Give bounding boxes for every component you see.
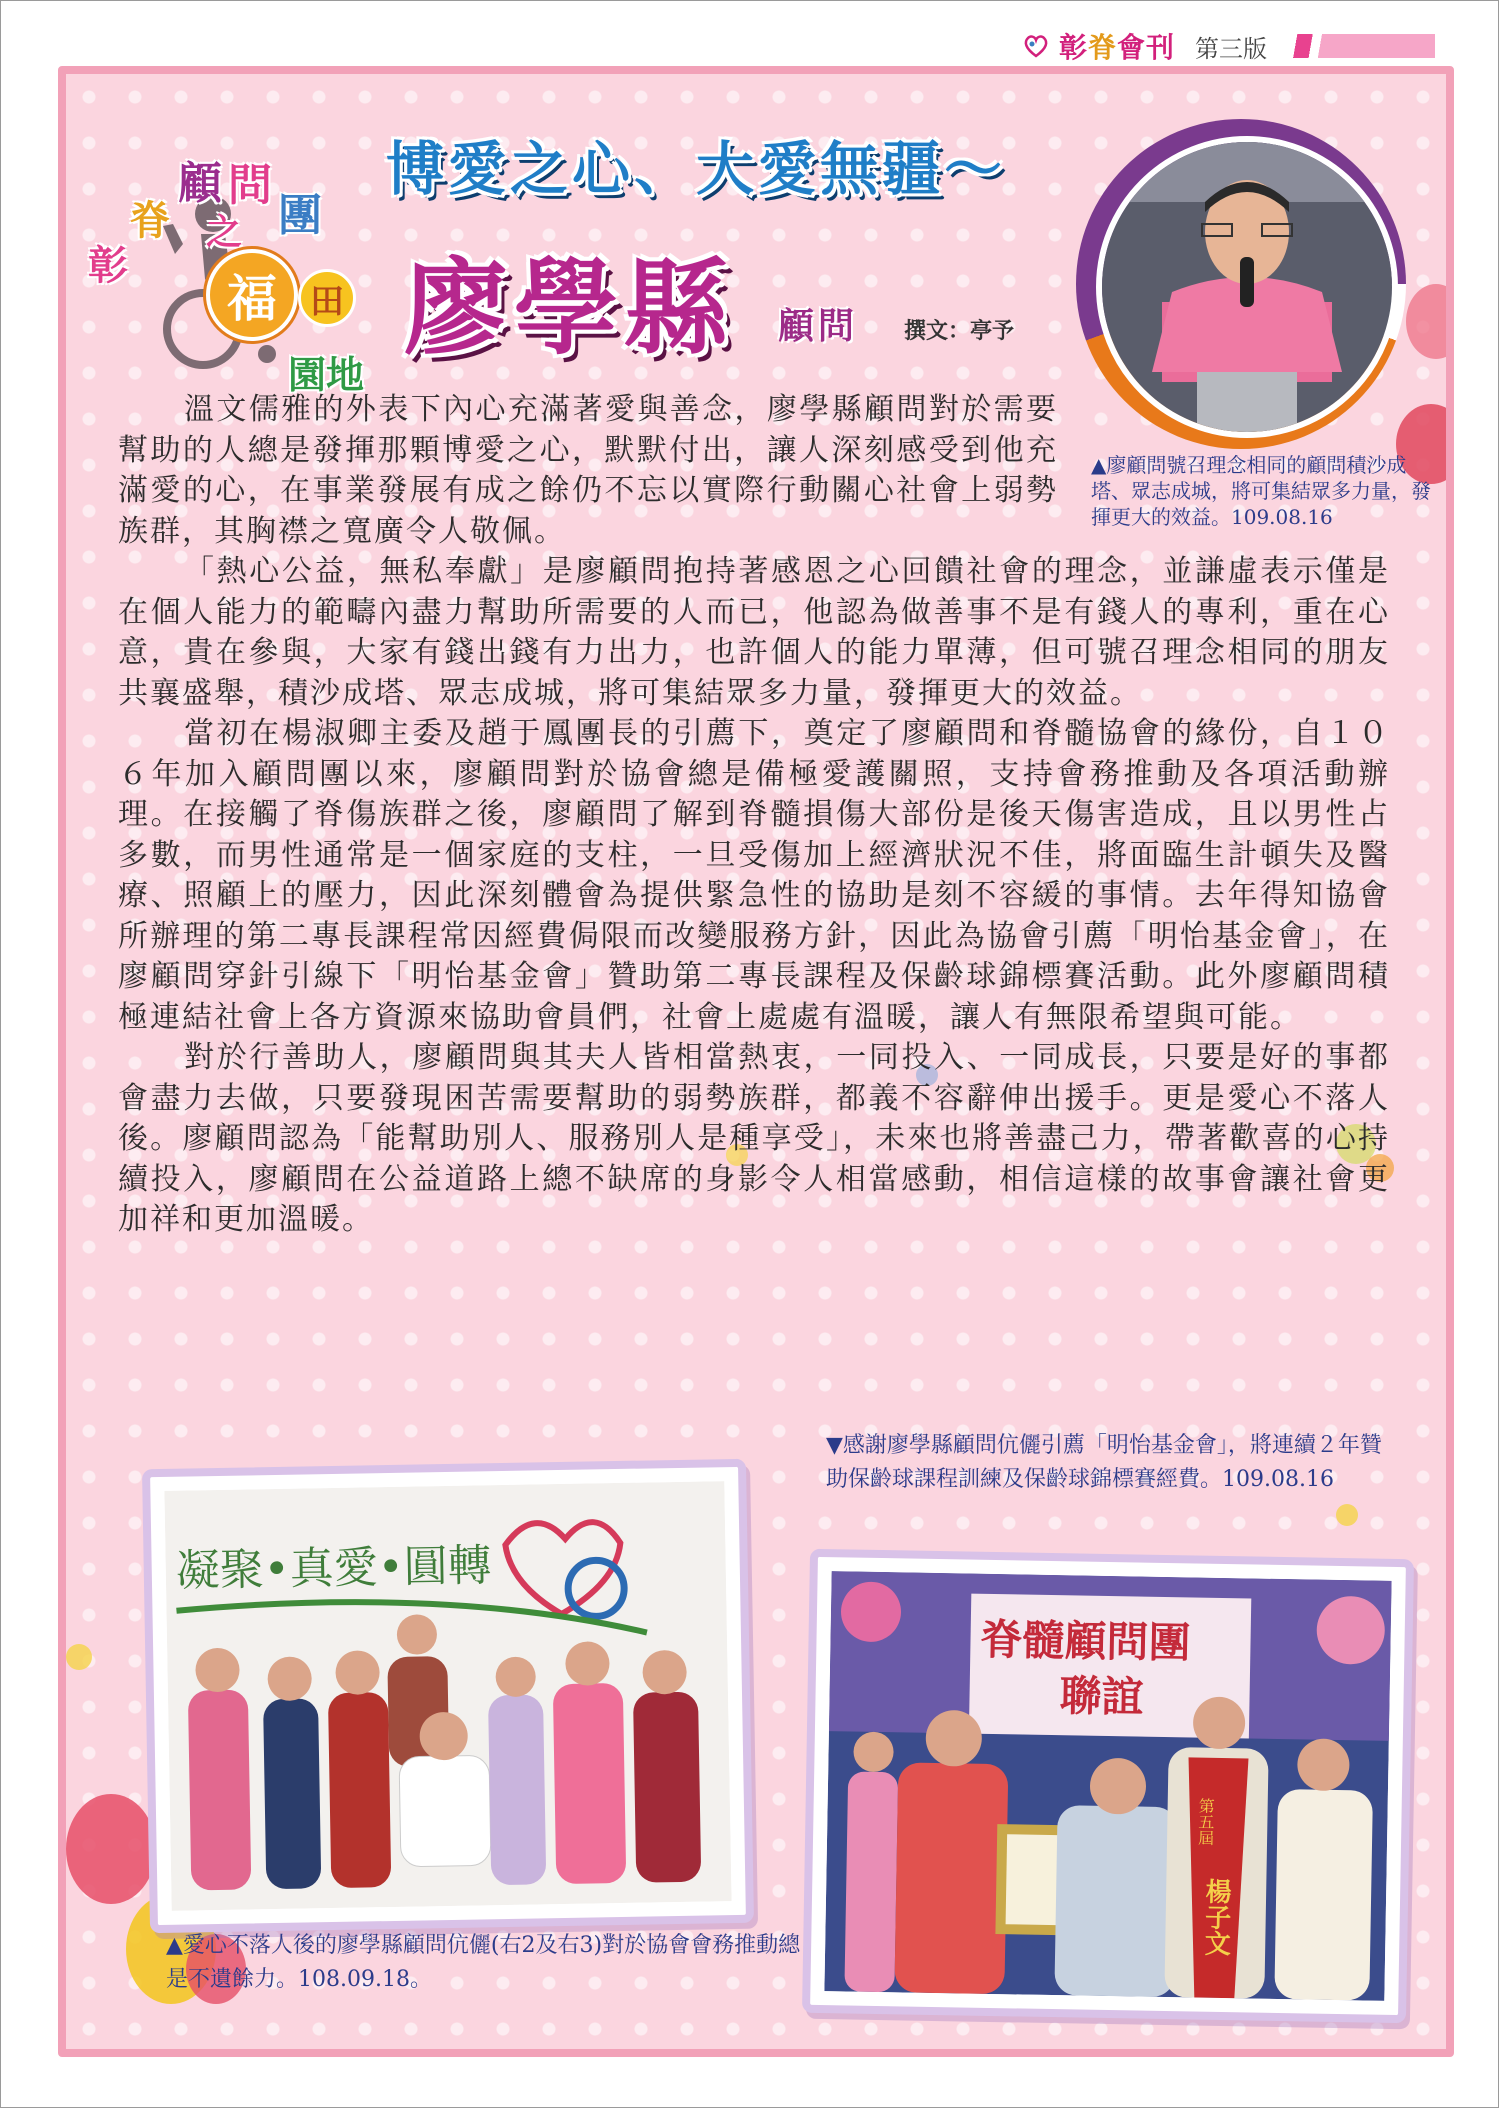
article-panel bbox=[58, 66, 1454, 2057]
logo-char: 顧 bbox=[178, 158, 222, 209]
award-photo bbox=[824, 1571, 1391, 2001]
logo-char: 彰 bbox=[88, 242, 128, 289]
balloon-decoration bbox=[1406, 284, 1454, 359]
byline: 撰文：亭予 bbox=[904, 319, 1015, 344]
logo-char: 園地 bbox=[288, 352, 365, 397]
heart-icon bbox=[1023, 34, 1049, 58]
logo-char: 脊 bbox=[130, 197, 170, 244]
publication-name: 彰脊會刊 bbox=[1058, 31, 1175, 64]
photo-caption-left: ▲愛心不落人後的廖學縣顧問伉儷(右2及右3)對於協會會務推動總是不遺餘力。108.09.18。 bbox=[166, 1933, 801, 1992]
logo-char: 問 bbox=[228, 160, 272, 211]
dot-decoration bbox=[1336, 1504, 1358, 1526]
balloon-decoration bbox=[66, 1794, 156, 1904]
sash-top-text: 第五屆 bbox=[1195, 1797, 1216, 1846]
sash-name: 楊子文 bbox=[1200, 1877, 1232, 1957]
subject-title: 顧問 bbox=[778, 305, 859, 347]
header-stripe bbox=[1285, 34, 1435, 58]
paragraph: 溫文儒雅的外表下內心充滿著愛與善念，廖學縣顧問對於需要幫助的人總是發揮那顆博愛之心，默默付出，讓人深刻感受到他充滿愛的心，在事業發展有成之餘仍不忘以實際行動關心社會上弱勢族群，其胸襟之寬廣令人敬佩。 bbox=[118, 392, 1058, 549]
photo-frame-left bbox=[142, 1459, 754, 1933]
field-badge: 田 bbox=[298, 269, 356, 327]
paragraph: 當初在楊淑卿主委及趙于鳳團長的引薦下，奠定了廖顧問和脊髓協會的緣份，自１０６年加入顧問團以來，廖顧問對於協會總是備極愛護關照，支持會務推動及各項活動辦理。在接觸了脊傷族群之後，廖顧問了解到脊髓損傷大部份是後天傷害造成，且以男性占多數，而男性通常是一個家庭的支柱，一旦受傷加上經濟狀況不佳，將面臨生計頓失及醫療、照顧上的壓力，因此深刻體會為提供緊急性的協助是刻不容緩的事情。去年得知協會所辦理的第二專長課程常因經費侷限而改變服務方針，因此為協會引薦「明怡基金會」，在廖顧問穿針引線下「明怡基金會」贊助第二專長課程及保齡球錦標賽活動。此外廖顧問積極連結社會上各方資源來協助會員們，社會上處處有溫暖，讓人有無限希望與可能。 bbox=[118, 716, 1390, 1035]
banner-line-1: 脊髓顧問團 bbox=[980, 1614, 1191, 1668]
fortune-badge: 福 bbox=[206, 249, 298, 341]
portrait-caption: ▲廖顧問號召理念相同的顧問積沙成塔、眾志成城，將可集結眾多力量，發揮更大的效益。109.08.16 bbox=[1091, 453, 1431, 529]
subject-name: 廖學縣 bbox=[404, 246, 735, 369]
masthead bbox=[1023, 28, 1435, 64]
edition-label: 第三版 bbox=[1195, 34, 1267, 63]
paragraph: 對於行善助人，廖顧問與其夫人皆相當熱衷，一同投入、一同成長，只要是好的事都會盡力去做，只要發現困苦需要幫助的弱勢族群，都義不容辭伸出援手。更是愛心不落人後。廖顧問認為「能幫助別人、服務別人是種享受」，未來也將善盡己力，帶著歡喜的心持續投入，廖顧問在公益道路上總不缺席的身影令人相當感動，相信這樣的故事會讓社會更加祥和更加溫暖。 bbox=[118, 1040, 1390, 1237]
photo-caption-right: ▼感謝廖學縣顧問伉儷引薦「明怡基金會」，將連續２年贊助保齡球課程訓練及保齡球錦標賽經費。109.08.16 bbox=[826, 1433, 1382, 1492]
photo-frame-right bbox=[802, 1549, 1414, 2023]
article-headline: 博愛之心、大愛無疆～ bbox=[386, 135, 1007, 203]
dot-decoration bbox=[66, 1644, 92, 1670]
paragraph: 「熱心公益，無私奉獻」是廖顧問抱持著感恩之心回饋社會的理念，並謙虛表示僅是在個人能力的範疇內盡力幫助所需要的人而已，他認為做善事不是有錢人的專利，重在心意，貴在參與，大家有錢出錢有力出力，也許個人的能力單薄，但可號召理念相同的朋友共襄盛舉，積沙成塔、眾志成城，將可集結眾多力量，發揮更大的效益。 bbox=[118, 554, 1390, 711]
wall-slogan: 凝聚•真愛•圓轉 bbox=[175, 1540, 493, 1597]
group-photo bbox=[164, 1481, 731, 1911]
logo-char: 團 bbox=[278, 190, 322, 241]
article-body bbox=[118, 390, 1390, 1241]
logo-char: 之 bbox=[206, 211, 243, 253]
banner-line-2: 聯誼 bbox=[1059, 1671, 1144, 1722]
